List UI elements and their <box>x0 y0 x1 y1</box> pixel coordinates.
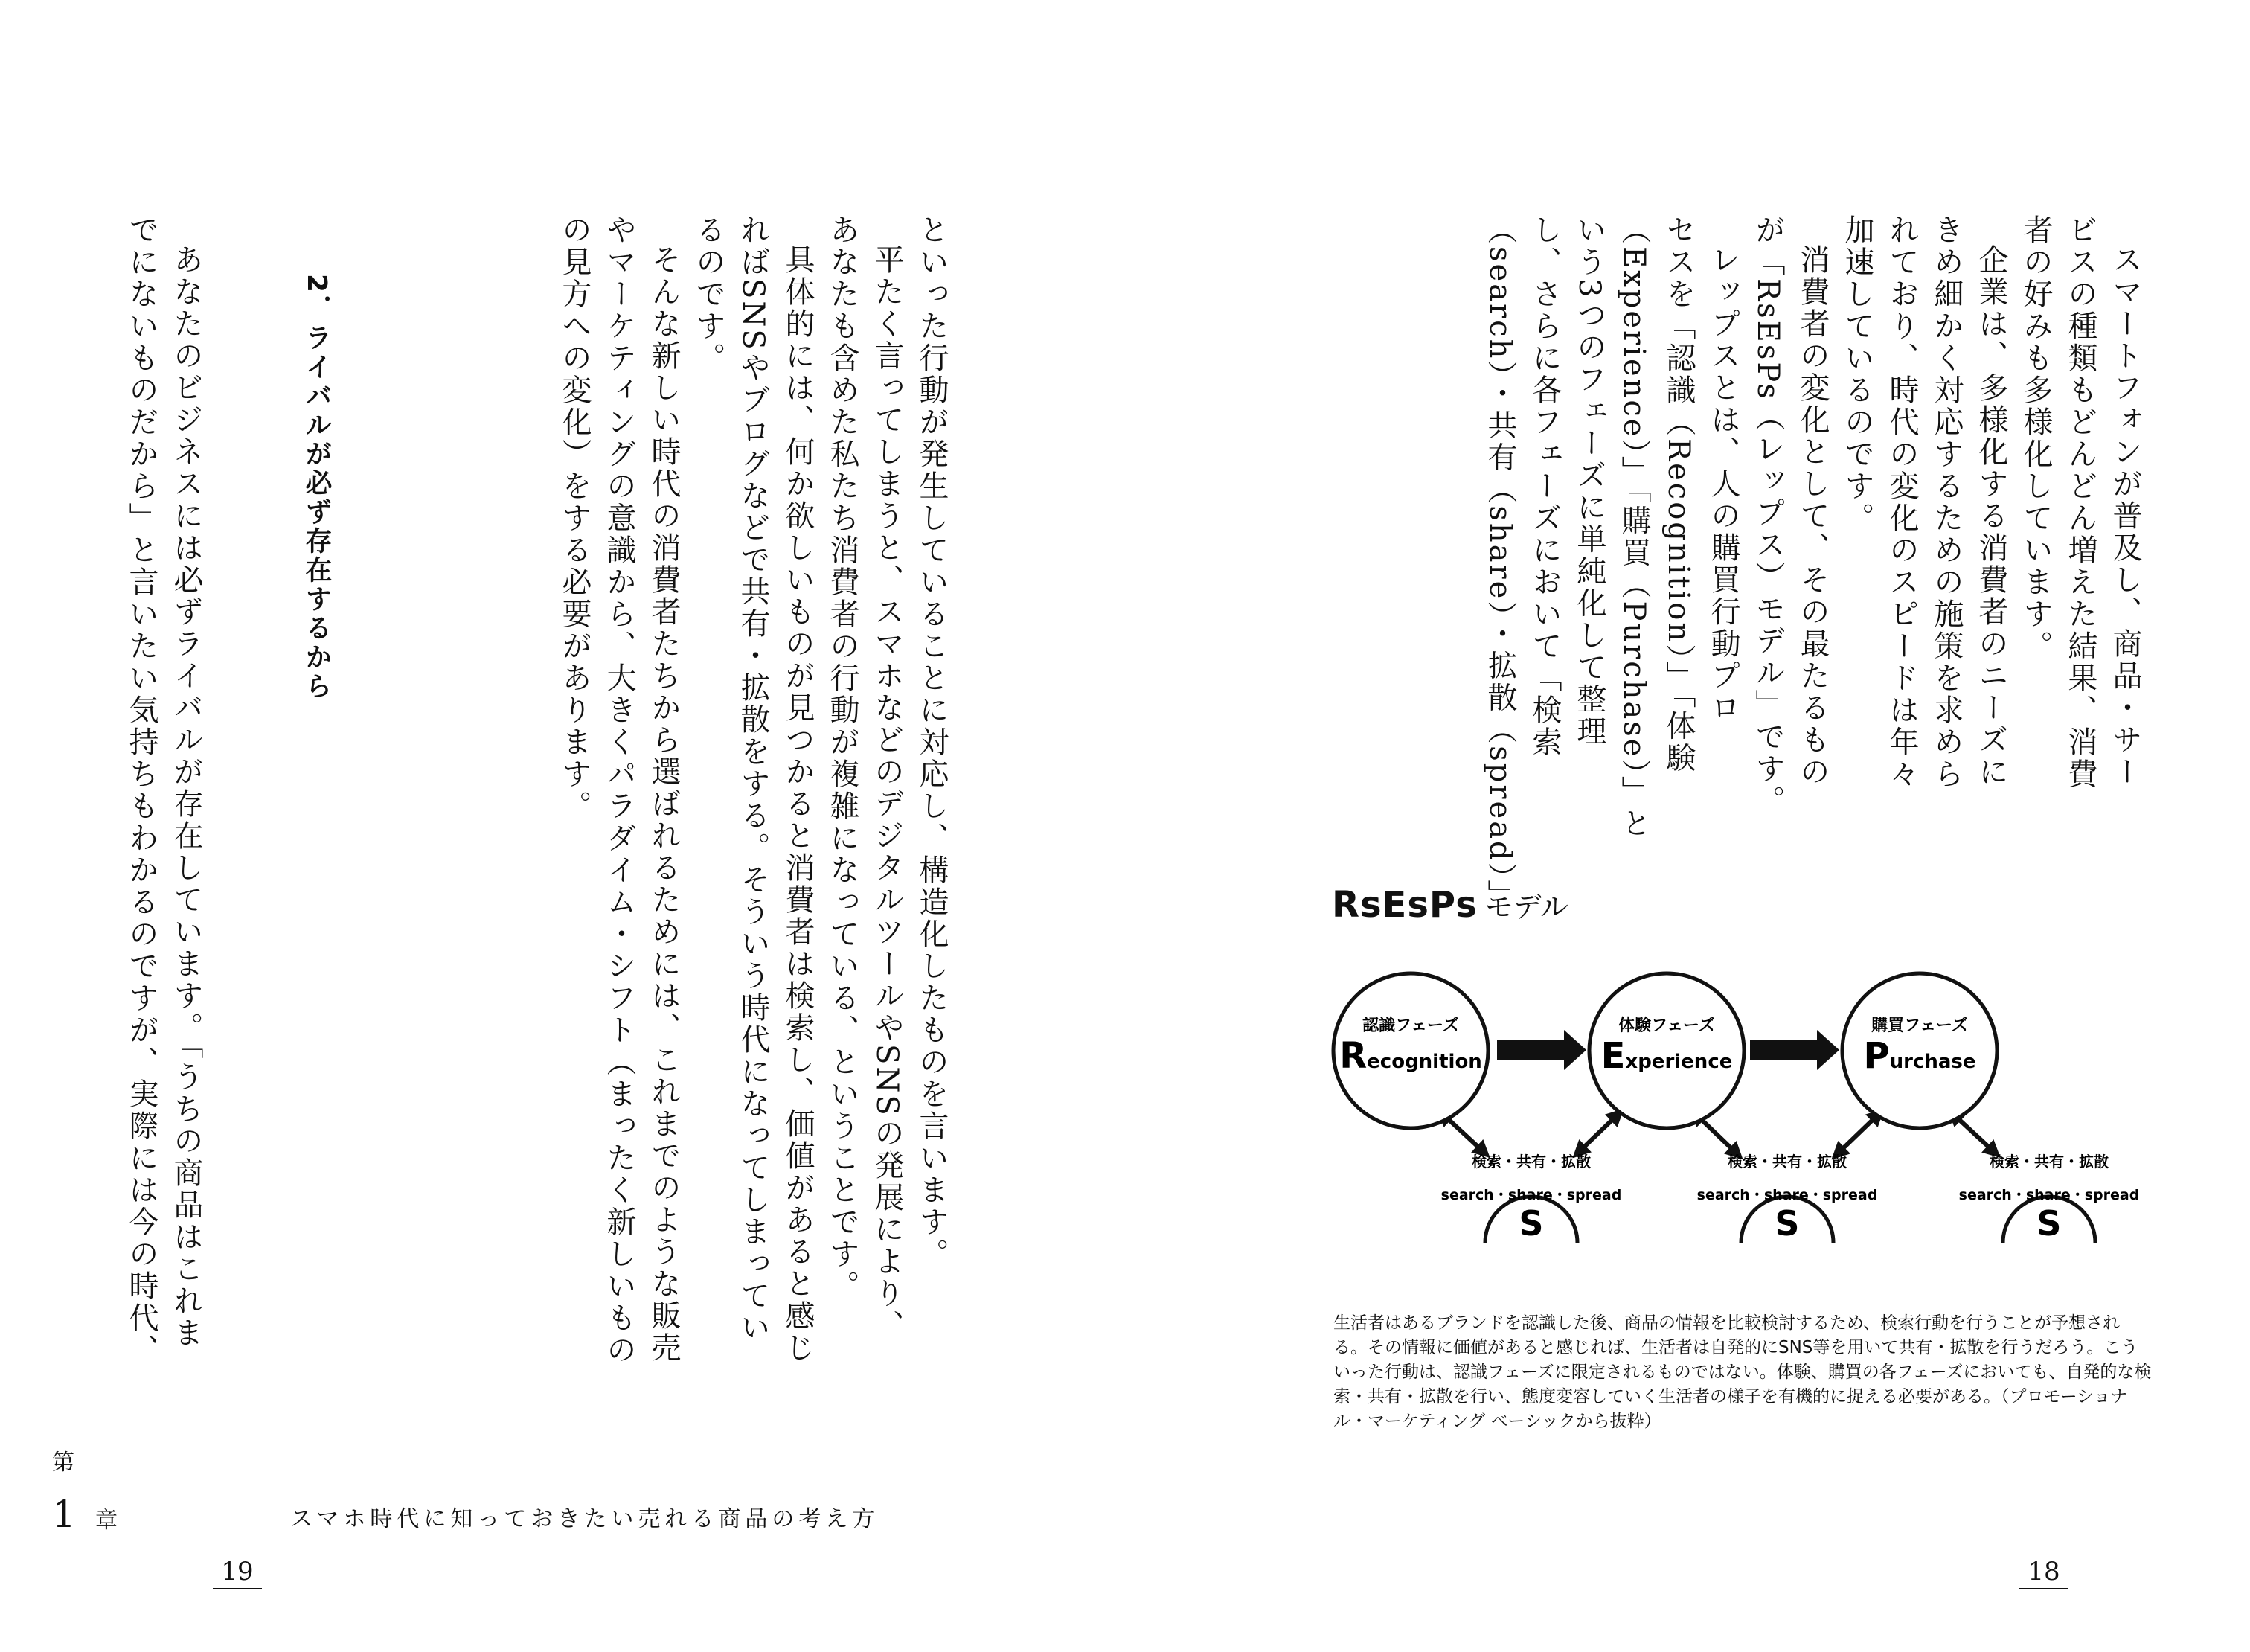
chapter-number: 1 <box>52 1493 76 1536</box>
s-node-sub: search・share・spread <box>1440 1187 1622 1203</box>
link-arrow <box>1954 1115 1994 1152</box>
body-line: 加速しているのです。 <box>1840 214 1874 534</box>
body-line: 企業は、多様化する消費者のニーズに <box>1974 244 2008 788</box>
s-node <box>1441 1153 1622 1243</box>
diagram-title-main: RsEsPs <box>1332 884 1478 926</box>
phase-label: 体験フェーズ <box>1618 1017 1715 1035</box>
page19-body <box>552 214 954 1420</box>
running-title: スマホ時代に知っておきたい売れる商品の考え方 <box>290 1506 879 1532</box>
page19-body-continued <box>119 214 208 1420</box>
body-line: るのです。 <box>691 214 725 374</box>
body-line: ビスの種類もどんどん増えた結果、消費 <box>2063 214 2097 790</box>
body-line: 平たく言ってしまうと、スマホなどのデジタルツールやSNSの発展により、 <box>870 244 904 1342</box>
phase-label: 購買フェーズ <box>1871 1017 1968 1035</box>
phase-word: Purchase <box>1863 1035 1976 1077</box>
s-node-label: 検索・共有・拡散 <box>1472 1153 1591 1171</box>
s-node-sub: search・share・spread <box>1696 1187 1878 1203</box>
page-number-text: 19 <box>221 1557 254 1587</box>
phase-word: Experience <box>1600 1035 1733 1077</box>
phase-arrow <box>1497 1030 1586 1070</box>
s-node-sub: search・share・spread <box>1958 1187 2140 1203</box>
body-line: そんな新しい時代の消費者たちから選ばれるためには、これまでのような販売 <box>647 244 681 1364</box>
body-line: あなたのビジネスには必ずライバルが存在しています。「うちの商品はこれま <box>169 244 203 1349</box>
body-line: 消費者の変化として、その最たるもの <box>1795 244 1830 788</box>
link-arrow <box>1838 1115 1878 1153</box>
phase-label: 認識フェーズ <box>1362 1017 1459 1035</box>
body-line: の見方への変化）をする必要があります。 <box>557 214 592 822</box>
body-line: 者の好みも多様化しています。 <box>2019 214 2053 662</box>
page18-body <box>1478 214 2147 1063</box>
link-arrow <box>1579 1115 1618 1152</box>
s-node-initial: S <box>1775 1203 1800 1243</box>
diagram-title <box>1332 884 1568 926</box>
s-node <box>1697 1153 1878 1243</box>
page-number-rule <box>213 1588 262 1589</box>
body-line: きめ細かく対応するための施策を求めら <box>1929 214 1964 790</box>
body-line: といった行動が発生していることに対応し、構造化したものを言います。 <box>914 214 949 1270</box>
s-node-label: 検索・共有・拡散 <box>1990 1153 2109 1171</box>
body-line: れており、時代の変化のスピードは年々 <box>1885 214 1919 790</box>
s-node-initial: S <box>1519 1203 1544 1243</box>
body-line: ればSNSやブログなどで共有・拡散をする。そういう時代になってしまってい <box>736 214 770 1344</box>
page-number-text: 18 <box>2028 1557 2060 1587</box>
page-number-19 <box>213 1557 262 1589</box>
diagram-title-sub: モデル <box>1484 891 1568 923</box>
phase-recognition <box>1333 973 1488 1128</box>
body-line: 具体的には、何か欲しいものが見つかると消費者は検索し、価値があると感じ <box>781 244 815 1364</box>
body-line: （search）・共有（share）・拡散（spread）」 <box>1483 214 1517 912</box>
phase-word: Recognition <box>1339 1035 1482 1077</box>
body-line: セスを「認識（Recognition）」「体験 <box>1661 214 1696 775</box>
section-heading: 2．ライバルが必ず存在するから <box>301 274 332 702</box>
body-line: いう3つのフェーズに単純化して整理 <box>1572 214 1606 748</box>
rsesps-diagram <box>1324 961 2158 1289</box>
phase-experience <box>1589 973 1744 1128</box>
body-line: （Experience）」「購買（Purchase）」と <box>1617 214 1651 840</box>
body-line: レップスとは、人の購買行動プロ <box>1706 244 1740 724</box>
chapter-suffix: 章 <box>95 1508 118 1534</box>
body-line: が「RsEsPs（レップス）モデル」です。 <box>1751 214 1785 817</box>
body-line: でにないものだから」と言いたい気持ちもわかるのですが、実際には今の時代、 <box>124 214 158 1366</box>
diagram-caption: 生活者はあるブランドを認識した後、商品の情報を比較検討するため、検索行動を行うことが予想される。その情報に価値があると感じれば、生活者は自発的にSNS等を用いて共有・拡散を行うだろう。こういった行動は、認識フェーズに限定されるものではない。体験、購買の各フェーズにおいても、自発的な検索・共有・拡散を行い、態度変容していく生活者の様子を有機的に捉える必要がある。（プロモーショナル・マーケティング ベーシックから抜粋） <box>1333 1313 2152 1431</box>
chapter-label: 第 <box>52 1450 74 1476</box>
body-line: やマーケティングの意識から、大きくパラダイム・シフト（まったく新しいもの <box>602 214 636 1366</box>
body-line: し、さらに各フェーズにおいて「検索 <box>1528 214 1562 758</box>
phase-purchase <box>1842 973 1997 1128</box>
link-arrow <box>1443 1115 1484 1152</box>
s-node-label: 検索・共有・拡散 <box>1728 1153 1847 1171</box>
s-node-initial: S <box>2036 1203 2062 1243</box>
phase-arrow <box>1750 1030 1839 1070</box>
body-line: あなたも含めた私たち消費者の行動が複雑になっている、ということです。 <box>825 214 859 1302</box>
body-line: スマートフォンが普及し、商品・サー <box>2108 244 2142 788</box>
s-node <box>1959 1153 2140 1243</box>
page-number-18 <box>2019 1557 2068 1589</box>
page-number-rule <box>2019 1588 2068 1589</box>
